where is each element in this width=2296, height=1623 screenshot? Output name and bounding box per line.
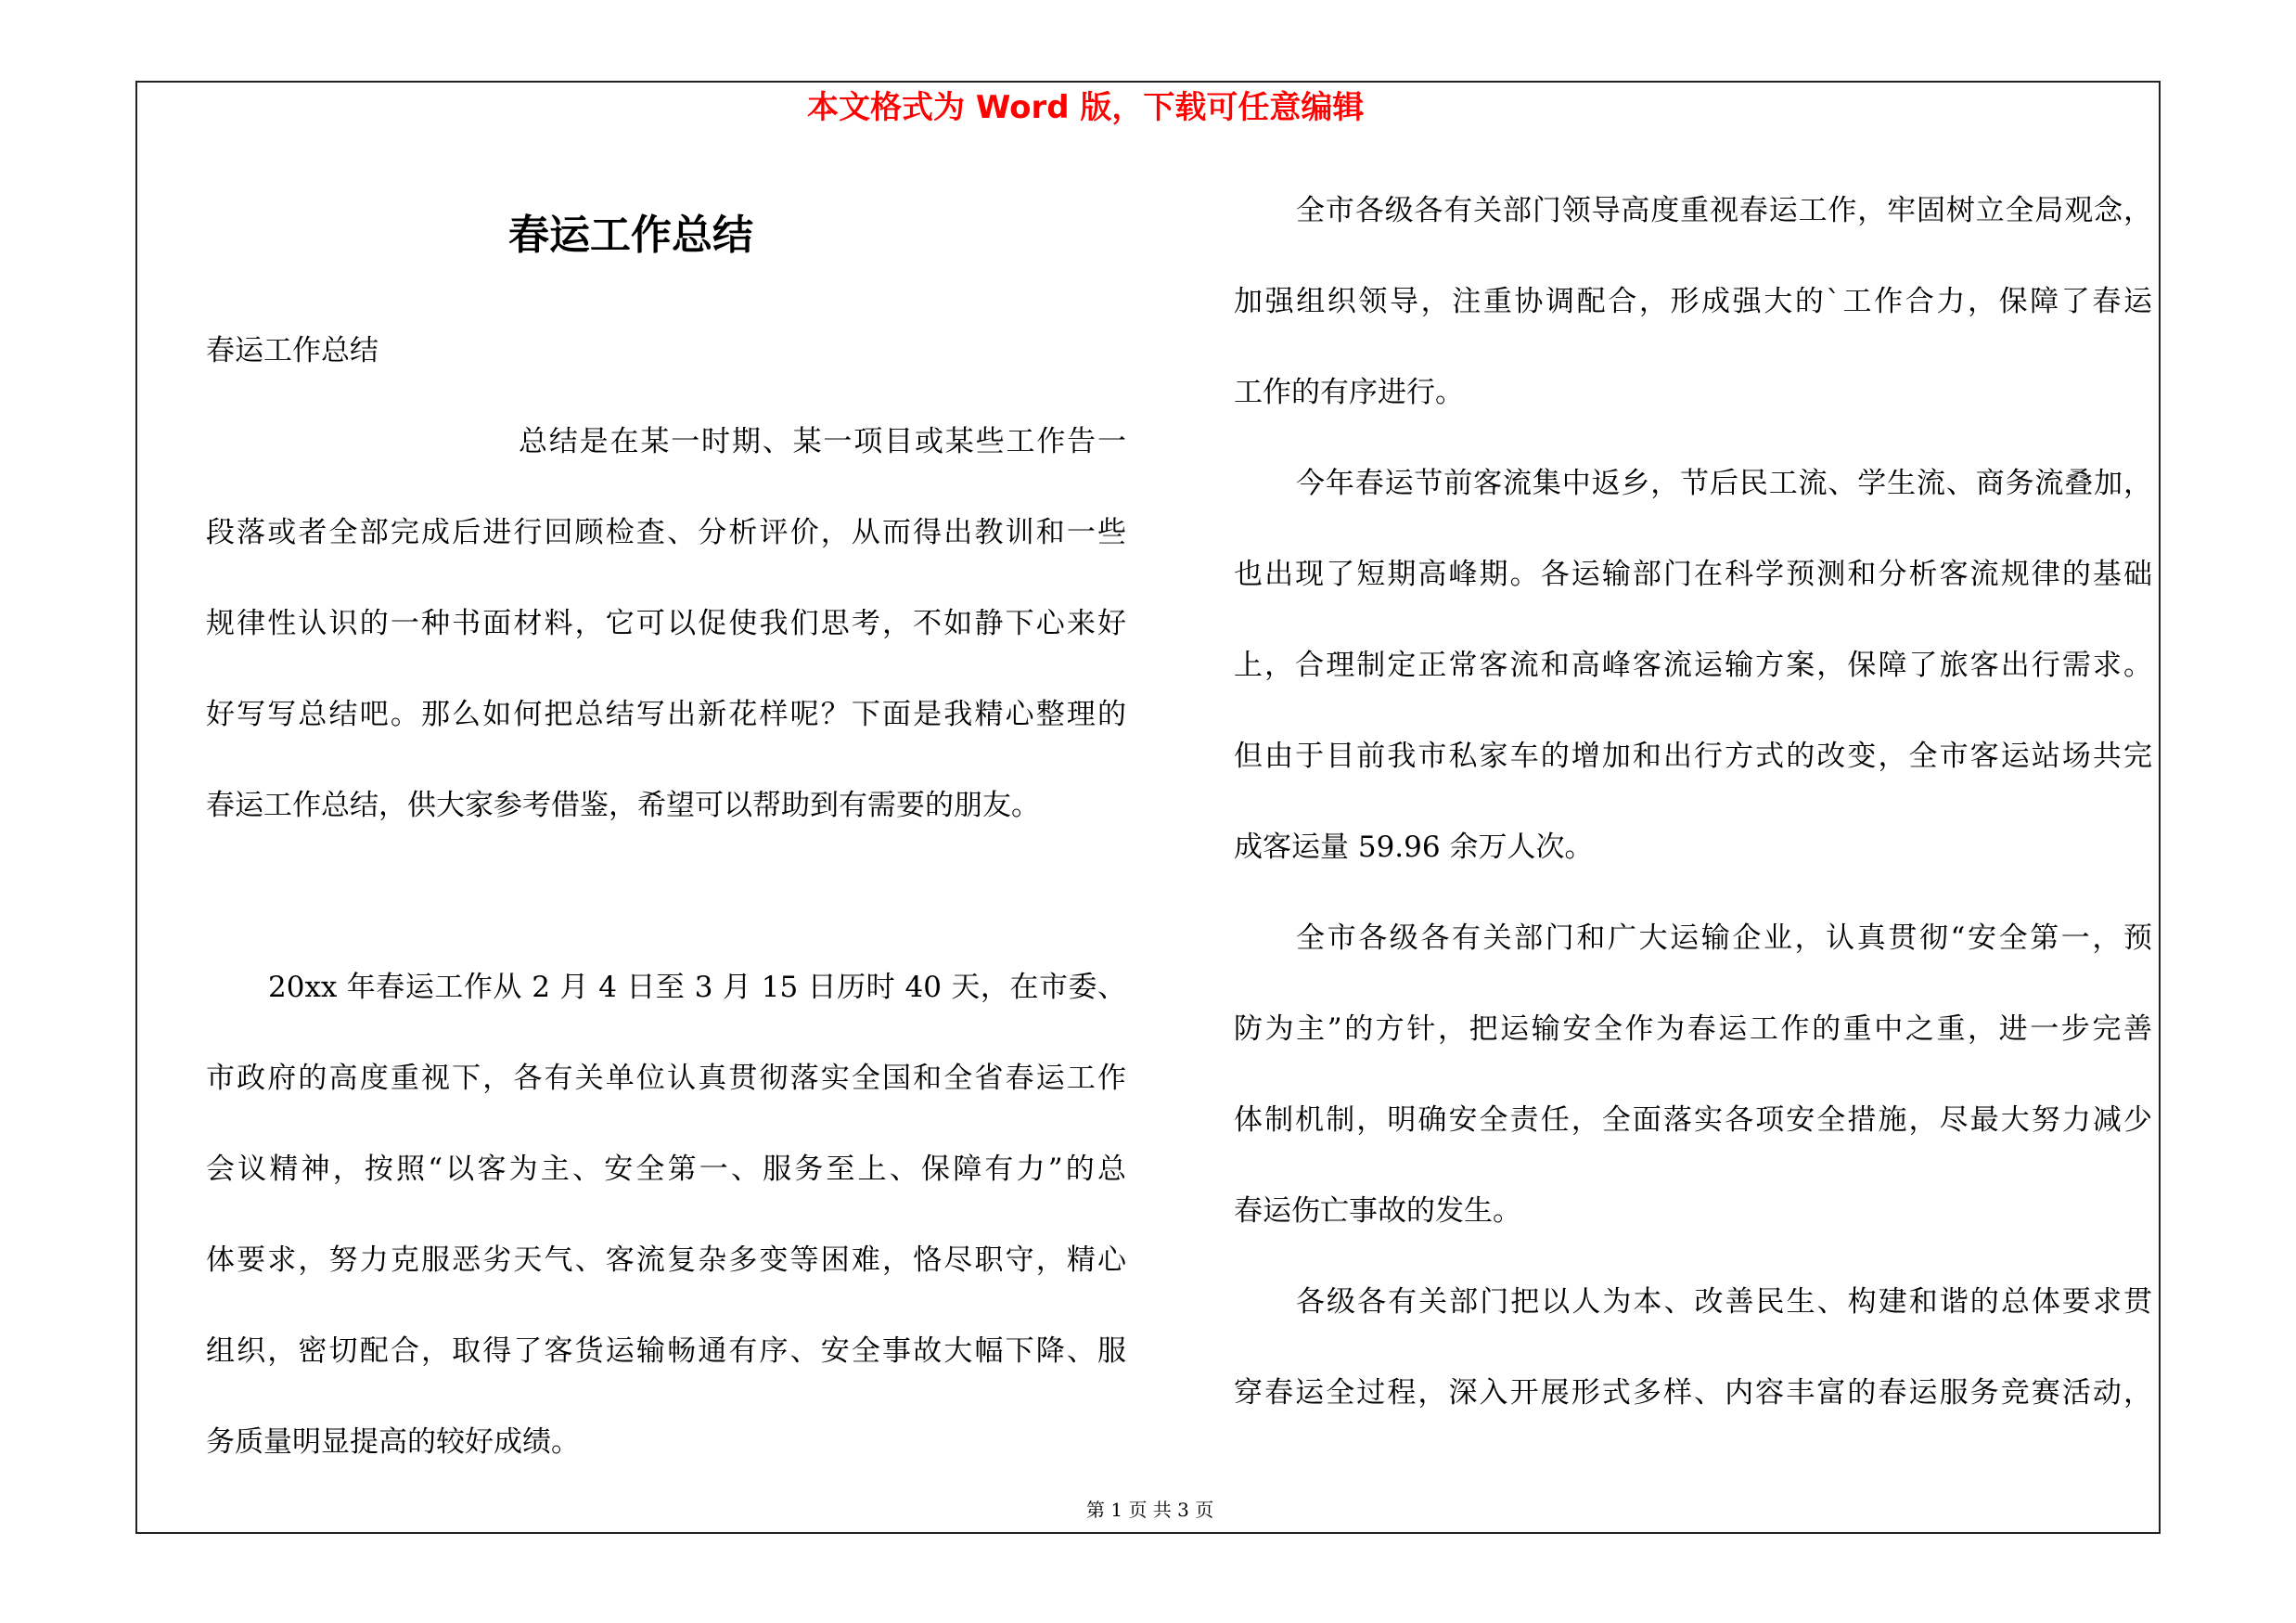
paragraph-line: 各级各有关部门把以人为本、改善民生、构建和谐的总体要求贯 — [1296, 1285, 2152, 1319]
paragraph — [1234, 165, 2152, 438]
paragraph-line: 好写写总结吧。那么如何把总结写出新花样呢？下面是我精心整理的 — [206, 698, 1126, 731]
paragraph-line: 但由于目前我市私家车的增加和出行方式的改变，全市客运站场共完 — [1234, 740, 2152, 773]
paragraph-line: 市政府的高度重视下，各有关单位认真贯彻落实全国和全省春运工作 — [206, 1062, 1126, 1095]
section-heading: 春运工作总结 — [206, 334, 378, 367]
paragraph-line: 春运工作总结，供大家参考借鉴，希望可以帮助到有需要的朋友。 — [206, 789, 1040, 822]
paragraph-line: 体制机制，明确安全责任，全面落实各项安全措施，尽最大努力减少 — [1234, 1103, 2152, 1137]
paragraph — [1234, 1256, 2152, 1438]
paragraph-line: 防为主”的方针，把运输安全作为春运工作的重中之重，进一步完善 — [1234, 1012, 2152, 1046]
paragraph-line: 全市各级各有关部门领导高度重视春运工作，牢固树立全局观念， — [1296, 194, 2152, 227]
blank-line — [206, 851, 1126, 942]
paragraph — [206, 942, 1126, 1488]
paragraph — [206, 396, 1126, 851]
document-title: 春运工作总结 — [508, 212, 753, 259]
paragraph-line: 加强组织领导，注重协调配合，形成强大的`工作合力，保障了春运 — [1234, 285, 2152, 318]
left-column — [206, 305, 1126, 1488]
paragraph-line: 工作的有序进行。 — [1234, 376, 1464, 409]
paragraph-line: 组织，密切配合，取得了客货运输畅通有序、安全事故大幅下降、服 — [206, 1334, 1126, 1368]
paragraph-line: 规律性认识的一种书面材料，它可以促使我们思考，不如静下心来好 — [206, 607, 1126, 640]
paragraph — [1234, 893, 2152, 1256]
paragraph-line: 春运伤亡事故的发生。 — [1234, 1194, 1521, 1228]
right-column — [1234, 165, 2152, 1438]
paragraph-line: 全市各级各有关部门和广大运输企业，认真贯彻“安全第一，预 — [1296, 921, 2152, 955]
paragraph-line: 体要求，努力克服恶劣天气、客流复杂多变等困难，恪尽职守，精心 — [206, 1243, 1126, 1277]
paragraph-line: 20xx 年春运工作从 2 月 4 日至 3 月 15 日历时 40 天，在市委、 — [268, 971, 1126, 1004]
paragraph-line: 上，合理制定正常客流和高峰客流运输方案，保障了旅客出行需求。 — [1234, 649, 2152, 682]
paragraph-line: 总结是在某一时期、某一项目或某些工作告一 — [519, 425, 1126, 458]
page-number-footer: 第 1 页 共 3 页 — [1086, 1499, 1214, 1521]
format-banner: 本文格式为 Word 版，下载可任意编辑 — [807, 89, 1365, 126]
paragraph-line: 穿春运全过程，深入开展形式多样、内容丰富的春运服务竞赛活动， — [1234, 1376, 2152, 1410]
paragraph-line: 会议精神，按照“以客为主、安全第一、服务至上、保障有力”的总 — [206, 1153, 1126, 1186]
paragraph-line: 成客运量 59.96 余万人次。 — [1234, 831, 1594, 864]
paragraph-line: 段落或者全部完成后进行回顾检查、分析评价，从而得出教训和一些 — [206, 516, 1126, 549]
paragraph-line: 今年春运节前客流集中返乡，节后民工流、学生流、商务流叠加， — [1296, 467, 2152, 500]
paragraph-line: 也出现了短期高峰期。各运输部门在科学预测和分析客流规律的基础 — [1234, 558, 2152, 591]
paragraph-line: 务质量明显提高的较好成绩。 — [206, 1425, 580, 1459]
paragraph — [1234, 438, 2152, 893]
